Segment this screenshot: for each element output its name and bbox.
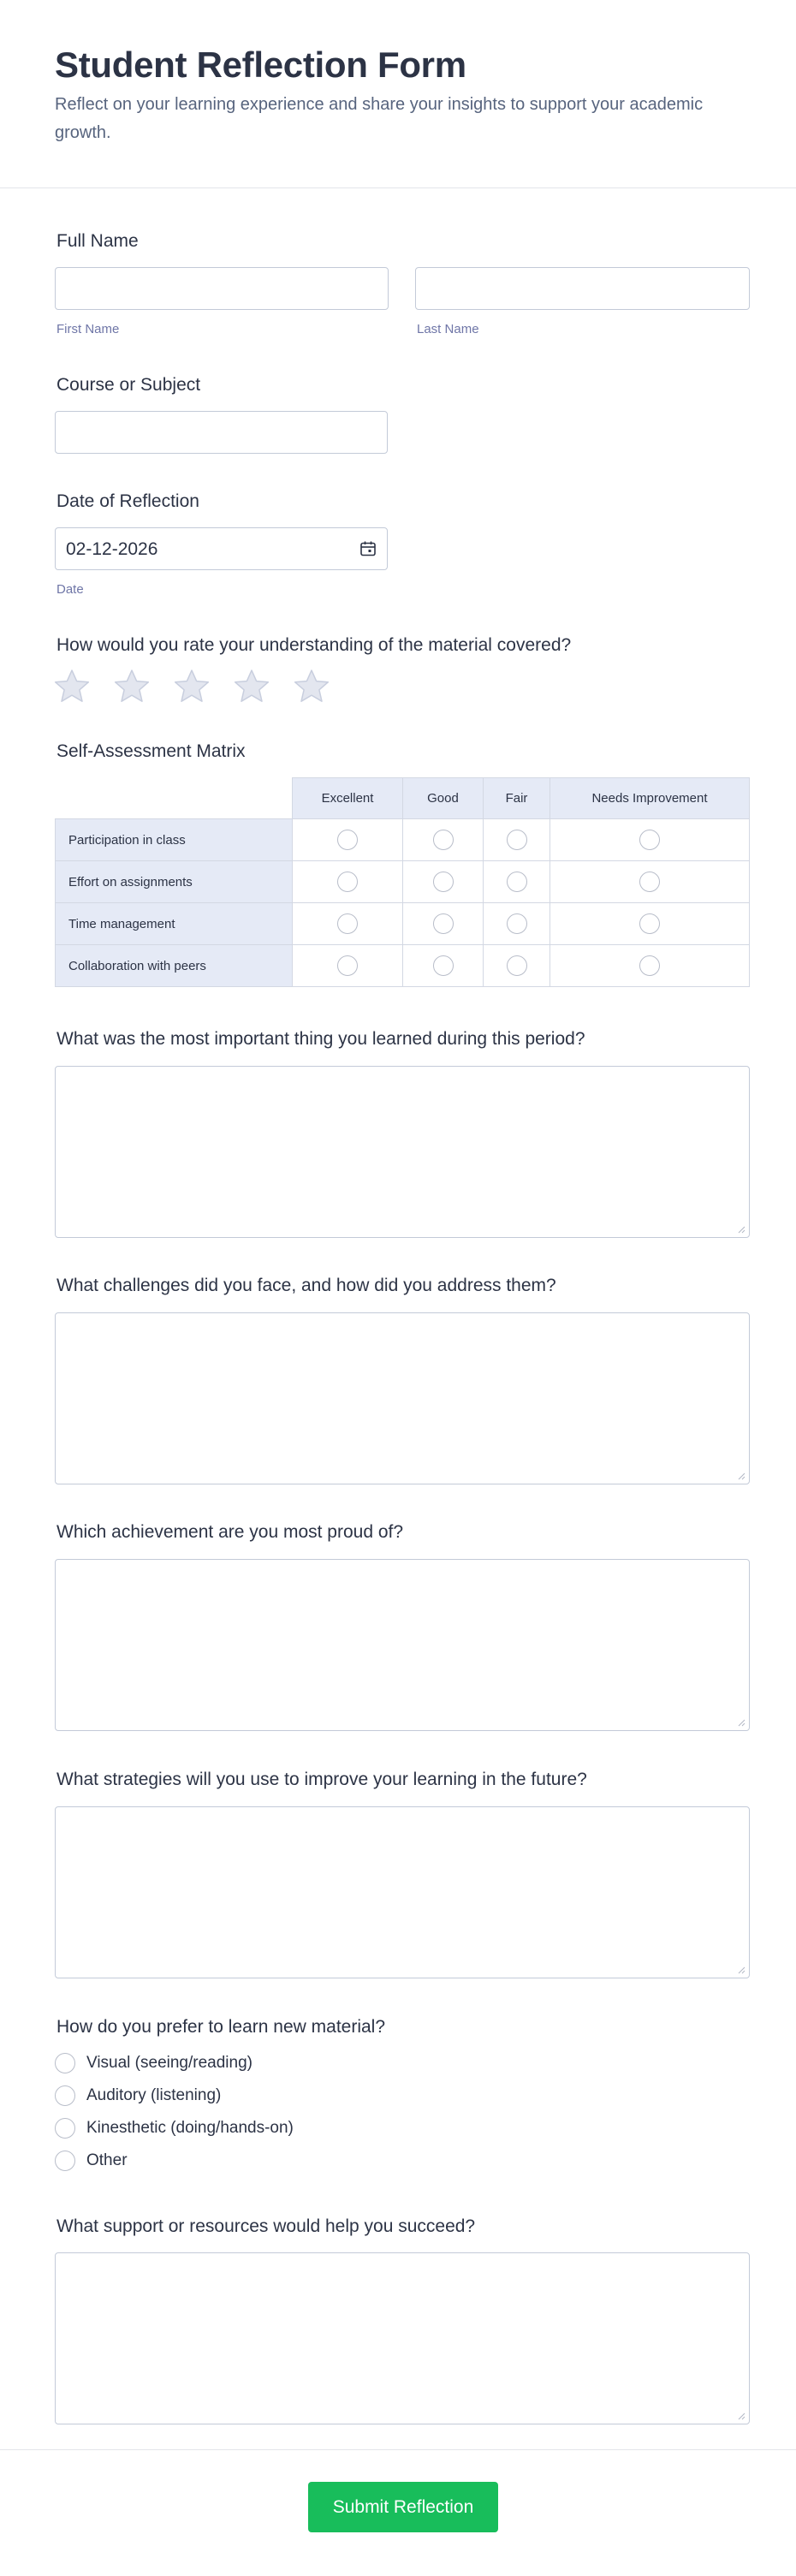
date-sublabel: Date [56, 582, 84, 597]
matrix-row-label: Effort on assignments [56, 861, 293, 903]
matrix-radio[interactable] [507, 830, 527, 850]
matrix-radio[interactable] [507, 955, 527, 976]
resize-grip-icon[interactable] [737, 1718, 746, 1727]
challenges-textarea[interactable] [55, 1312, 750, 1484]
star-icon[interactable] [233, 668, 270, 705]
strategies-textarea[interactable] [55, 1806, 750, 1978]
form-description: Reflect on your learning experience and share your insights to support your academic growth. [55, 95, 704, 142]
star-icon[interactable] [113, 668, 151, 705]
option-label: Auditory (listening) [86, 2086, 222, 2104]
radio-button[interactable] [55, 2118, 75, 2139]
matrix-radio[interactable] [639, 872, 660, 892]
matrix-row-label: Collaboration with peers [56, 945, 293, 987]
challenges-label: What challenges did you face, and how did you address them? [56, 1276, 556, 1295]
matrix-row [56, 819, 750, 861]
strategies-label: What strategies will you use to improve your learning in the future? [56, 1770, 587, 1789]
matrix-col-good: Good [403, 778, 484, 819]
self-assessment-matrix [55, 777, 750, 987]
matrix-row [56, 861, 750, 903]
date-input[interactable] [55, 527, 388, 570]
matrix-radio[interactable] [507, 872, 527, 892]
matrix-radio[interactable] [639, 955, 660, 976]
resize-grip-icon[interactable] [737, 1225, 746, 1234]
date-label: Date of Reflection [56, 491, 199, 511]
option-label: Visual (seeing/reading) [86, 2054, 252, 2072]
radio-button[interactable] [55, 2085, 75, 2106]
star-icon[interactable] [173, 668, 211, 705]
radio-button[interactable] [55, 2053, 75, 2073]
learned-label: What was the most important thing you learned during this period? [56, 1029, 585, 1049]
matrix-radio[interactable] [337, 830, 358, 850]
matrix-radio[interactable] [433, 830, 454, 850]
matrix-radio[interactable] [433, 955, 454, 976]
matrix-col-fair: Fair [484, 778, 550, 819]
matrix-radio[interactable] [507, 913, 527, 934]
star-rating [53, 668, 344, 711]
star-icon[interactable] [53, 668, 91, 705]
learning-style-label: How do you prefer to learn new material? [56, 2017, 386, 2037]
proud-label: Which achievement are you most proud of? [56, 1522, 404, 1542]
radio-button[interactable] [55, 2151, 75, 2171]
calendar-icon[interactable] [359, 540, 377, 557]
matrix-col-needs-improvement: Needs Improvement [550, 778, 750, 819]
star-icon[interactable] [293, 668, 330, 705]
matrix-radio[interactable] [433, 872, 454, 892]
matrix-radio[interactable] [337, 913, 358, 934]
matrix-row [56, 903, 750, 945]
matrix-radio[interactable] [337, 955, 358, 976]
matrix-row-label: Participation in class [56, 819, 293, 861]
resize-grip-icon[interactable] [737, 1472, 746, 1480]
resize-grip-icon[interactable] [737, 1966, 746, 1974]
matrix-col-excellent: Excellent [293, 778, 403, 819]
matrix-radio[interactable] [433, 913, 454, 934]
matrix-row-label: Time management [56, 903, 293, 945]
option-label: Kinesthetic (doing/hands-on) [86, 2119, 294, 2137]
course-label: Course or Subject [56, 375, 201, 395]
course-input[interactable] [55, 411, 388, 454]
full-name-label: Full Name [56, 231, 139, 251]
option-label: Other [86, 2151, 128, 2169]
matrix-label: Self-Assessment Matrix [56, 741, 246, 761]
support-textarea[interactable] [55, 2252, 750, 2424]
resize-grip-icon[interactable] [737, 2412, 746, 2420]
date-value: 02-12-2026 [66, 539, 158, 559]
matrix-radio[interactable] [337, 872, 358, 892]
support-label: What support or resources would help you succeed? [56, 2216, 476, 2236]
matrix-corner [56, 778, 293, 819]
proud-textarea[interactable] [55, 1559, 750, 1731]
matrix-radio[interactable] [639, 830, 660, 850]
matrix-radio[interactable] [639, 913, 660, 934]
learned-textarea[interactable] [55, 1066, 750, 1238]
form-title: Student Reflection Form [55, 45, 466, 85]
last-name-sublabel: Last Name [417, 322, 479, 336]
footer-divider [0, 2449, 796, 2450]
form-header [0, 0, 796, 188]
submit-button[interactable]: Submit Reflection [308, 2482, 498, 2532]
first-name-sublabel: First Name [56, 322, 120, 336]
rating-label: How would you rate your understanding of the material covered? [56, 635, 572, 655]
matrix-row [56, 945, 750, 987]
last-name-input[interactable] [415, 267, 750, 310]
first-name-input[interactable] [55, 267, 389, 310]
